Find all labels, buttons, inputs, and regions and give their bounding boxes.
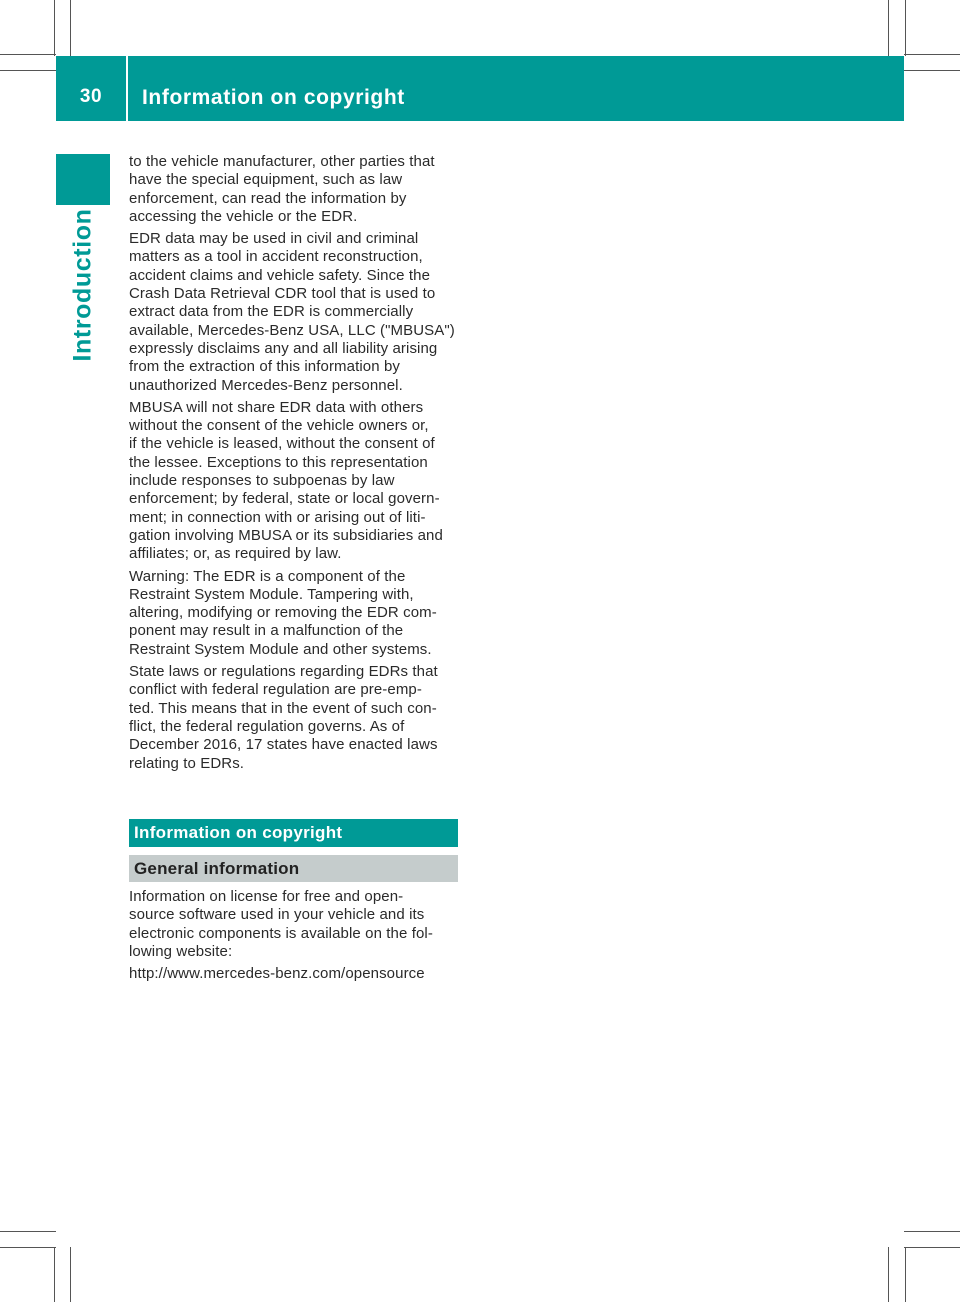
- paragraph: Warning: The EDR is a component of the Restraint System Module. Tampering with, altering, modifying or removing the EDR com- ponent may result in a malfunction of the Restraint System Module and other systems.: [129, 567, 437, 658]
- subsection-heading: General information: [129, 855, 458, 882]
- crop-mark: [904, 1247, 960, 1248]
- chapter-label: Introduction: [68, 208, 97, 362]
- crop-mark: [904, 54, 960, 55]
- crop-mark: [905, 1247, 906, 1302]
- section-heading: Information on copyright: [129, 819, 458, 847]
- crop-mark: [0, 54, 56, 55]
- paragraph: State laws or regulations regarding EDRs that conflict with federal regulation are pre-emp- ted. This means that in the event of such con- flict, the federal regulation governs. As of December 2016, 17 states have enacted laws relating to EDRs.: [129, 663, 438, 772]
- crop-mark: [54, 1247, 55, 1302]
- crop-mark: [905, 0, 906, 56]
- paragraph: EDR data may be used in civil and criminal matters as a tool in accident reconstruction, accident claims and vehicle safety. Since the Crash Data Retrieval CDR tool that is used to extract data from the EDR is commercially available, Mercedes-Benz USA, LLC ("MBUSA") expressly disclaims any and all liability arising from the extraction of this information by unauthorized Mercedes-Benz personnel.: [129, 230, 455, 394]
- crop-mark: [888, 0, 889, 56]
- paragraph: Information on license for free and open- source software used in your vehicle and its electronic components is available on the fol- lowing website:: [129, 888, 433, 960]
- paragraph: MBUSA will not share EDR data with others without the consent of the vehicle owners or, if the vehicle is leased, without the consent of the lessee. Exceptions to this representation include responses to subpoenas by law enforcement; by federal, state or local govern- ment; in connection with or arising out of liti- gation involving MBUSA or its subsidiaries and affiliates; or, as required by law.: [129, 398, 443, 563]
- page-number: 30: [79, 86, 103, 107]
- paragraph: to the vehicle manufacturer, other parties that have the special equipment, such as law enforcement, can read the information by accessing the vehicle or the EDR.: [129, 153, 435, 225]
- body-text: [129, 153, 459, 777]
- crop-mark: [0, 1247, 56, 1248]
- crop-mark: [888, 1247, 889, 1302]
- section-body: [129, 888, 464, 987]
- crop-mark: [54, 0, 55, 56]
- chapter-marker: [56, 154, 110, 205]
- header-divider: [126, 56, 128, 121]
- crop-mark: [0, 1231, 56, 1232]
- crop-mark: [0, 70, 56, 71]
- crop-mark: [904, 1231, 960, 1232]
- page-title: Information on copyright: [142, 86, 405, 109]
- crop-mark: [70, 1247, 71, 1302]
- crop-mark: [904, 70, 960, 71]
- website-link[interactable]: http://www.mercedes-benz.com/opensource: [129, 965, 425, 983]
- chapter-tab: [56, 208, 110, 362]
- crop-mark: [70, 0, 71, 56]
